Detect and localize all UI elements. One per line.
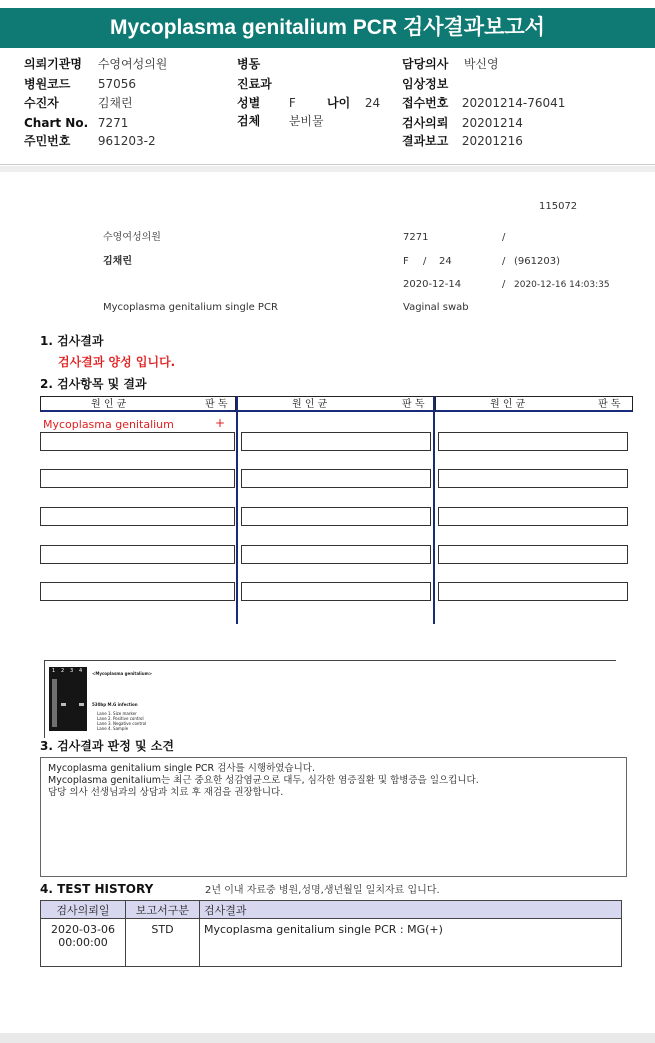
receipt-value: 20201214-76041 (461, 96, 566, 110)
sex-value: F (288, 96, 296, 110)
col-organism: 원 인 균 (292, 399, 328, 410)
detail-institution: 수영여성의원 (103, 232, 161, 243)
detail-chart: 7271 (403, 232, 429, 243)
detail-slash: / (502, 279, 506, 290)
ward-row (237, 57, 264, 71)
history-note: 2년 이내 자료중 병원,성명,생년월일 일치자료 입니다. (205, 885, 440, 896)
specimen-label: 검체 (237, 114, 261, 128)
result-cell (241, 469, 431, 488)
id-row (24, 134, 156, 148)
positive-result-text: 검사결과 양성 입니다. (58, 355, 176, 369)
header-group-1 (40, 396, 236, 412)
gel-legend: Lane 4. Sample (97, 726, 129, 731)
result-cell (40, 545, 235, 564)
history-time: 00:00:00 (58, 936, 108, 949)
age-value: 24 (364, 96, 381, 110)
col-judgement: 판 독 (598, 399, 621, 410)
detail-sex: F (403, 256, 409, 267)
result-cell (438, 582, 628, 601)
hospital-code-label: 병원코드 (24, 77, 71, 91)
specimen-row (237, 114, 324, 128)
page-bottom-band (0, 1033, 655, 1043)
history-date: 2020-03-06 (51, 923, 115, 936)
doctor-row (402, 57, 499, 71)
gel-arrow-label: 530bp M.G infection (92, 702, 138, 707)
col-organism: 원 인 균 (490, 399, 526, 410)
gel-image (49, 667, 87, 731)
result-cell (241, 545, 431, 564)
history-date-cell (41, 919, 126, 967)
result-cell (438, 507, 628, 526)
opinion-line: Mycoplasma genitalium는 최근 중요한 성감염균으로 대두, 심각한 염증질환 및 합병증을 일으킵니다. (48, 775, 479, 786)
organism-name: Mycoplasma genitalium (43, 418, 174, 431)
specimen-value: 분비물 (288, 114, 324, 128)
detail-slash: / (502, 232, 506, 243)
section-1-title: 1. 검사결과 (40, 334, 104, 348)
report-date-row (402, 134, 523, 148)
result-cell (40, 507, 235, 526)
department-row (237, 77, 276, 91)
detail-report-datetime: 2020-12-16 14:03:35 (514, 280, 610, 290)
history-table (40, 900, 622, 967)
header-shadow (0, 166, 655, 172)
detail-slash: / (502, 256, 506, 267)
institution-row (24, 57, 167, 71)
result-cell (438, 469, 628, 488)
marker-lane (52, 679, 57, 727)
clinical-label: 임상정보 (402, 77, 449, 91)
sex-row (237, 96, 296, 110)
gel-heading: <Mycoplasma genitalium> (92, 671, 153, 676)
history-type: STD (126, 919, 200, 967)
gel-legend: Lane 3. Negative control (97, 721, 147, 726)
detail-patient: 김채린 (103, 256, 132, 267)
patient-value: 김채린 (97, 96, 133, 110)
history-col-date: 검사의뢰일 (41, 901, 126, 919)
receipt-row (402, 96, 565, 110)
result-cell (40, 432, 235, 451)
detail-slash: / (423, 256, 427, 267)
hospital-code-value: 57056 (97, 77, 137, 91)
lane-number: 1 (52, 668, 56, 674)
section-3-title: 3. 검사결과 판정 및 소견 (40, 739, 174, 753)
report-date-label: 결과보고 (402, 134, 449, 148)
organism-result: + (215, 416, 226, 430)
result-cell (438, 432, 628, 451)
result-cell (40, 469, 235, 488)
id-label: 주민번호 (24, 134, 71, 148)
history-col-type: 보고서구분 (126, 901, 200, 919)
ward-label: 병동 (237, 57, 261, 71)
hospital-code-row (24, 77, 136, 91)
section-2-title: 2. 검사항목 및 결과 (40, 377, 147, 391)
lane-number: 3 (70, 668, 74, 674)
result-table-header (0, 396, 655, 412)
table-divider (236, 396, 238, 624)
col-judgement: 판 독 (402, 399, 425, 410)
detail-birth: (961203) (514, 256, 560, 267)
detail-test-name: Mycoplasma genitalium single PCR (103, 302, 278, 313)
result-cell (40, 582, 235, 601)
header-group-2 (237, 396, 434, 412)
patient-row (24, 96, 133, 110)
detail-age: 24 (439, 256, 452, 267)
doctor-value: 박신영 (463, 57, 499, 71)
id-value: 961203-2 (97, 134, 156, 148)
request-date-value: 20201214 (461, 116, 523, 130)
history-row (41, 919, 622, 967)
result-cell (241, 582, 431, 601)
result-cell (438, 545, 628, 564)
age-label: 나이 (327, 96, 351, 110)
positive-band (61, 703, 66, 706)
gel-legend: Lane 2. Positive control (97, 716, 144, 721)
history-result: Mycoplasma genitalium single PCR : MG(+) (200, 919, 622, 967)
col-organism: 원 인 균 (91, 399, 127, 410)
receipt-label: 접수번호 (402, 96, 449, 110)
col-judgement: 판 독 (205, 399, 228, 410)
result-cell (241, 432, 431, 451)
section-4-title: 4. TEST HISTORY (40, 882, 154, 896)
report-title: Mycoplasma genitalium PCR 검사결과보고서 (0, 8, 655, 48)
opinion-line: 담당 의사 선생님과의 상담과 치료 후 재검을 권장합니다. (48, 787, 284, 798)
table-divider (433, 396, 435, 624)
sex-label: 성별 (237, 96, 261, 110)
chart-value: 7271 (97, 116, 129, 130)
doctor-label: 담당의사 (402, 57, 449, 71)
sample-band (79, 703, 84, 706)
lane-number: 2 (61, 668, 65, 674)
result-cell (241, 507, 431, 526)
clinical-row (402, 77, 452, 91)
header-group-3 (435, 396, 633, 412)
gel-legend: Lane 1. Size marker (97, 711, 137, 716)
patient-label: 수진자 (24, 96, 59, 110)
lane-number: 4 (79, 668, 83, 674)
header-divider (0, 164, 655, 165)
gel-image-panel (44, 660, 616, 738)
history-col-result: 검사결과 (200, 901, 622, 919)
opinion-line: Mycoplasma genitalium single PCR 검사를 시행하였습니다. (48, 763, 315, 774)
institution-label: 의뢰기관명 (24, 57, 82, 71)
chart-label: Chart No. (24, 116, 89, 130)
detail-sample: Vaginal swab (403, 302, 469, 313)
report-date-value: 20201216 (461, 134, 523, 148)
request-date-label: 검사의뢰 (402, 116, 449, 130)
chart-row (24, 116, 128, 130)
opinion-box (40, 757, 627, 877)
report-code: 115072 (539, 201, 578, 212)
history-header-row (41, 901, 622, 919)
department-label: 진료과 (237, 77, 272, 91)
request-date-row (402, 116, 523, 130)
institution-value: 수영여성의원 (97, 57, 168, 71)
detail-request-date: 2020-12-14 (403, 279, 462, 290)
age-row (327, 96, 380, 110)
